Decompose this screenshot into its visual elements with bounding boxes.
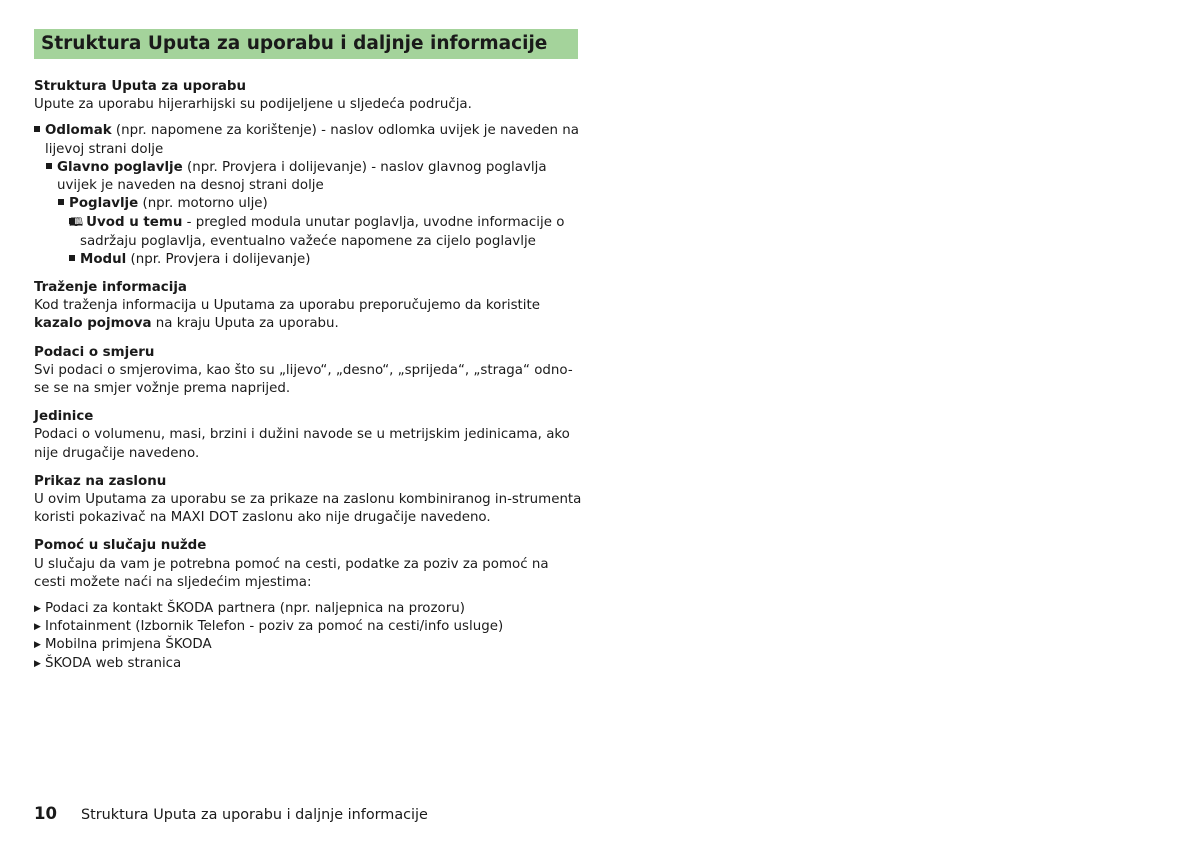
footer-title: Struktura Uputa za uporabu i daljnje informacije	[80, 807, 428, 823]
list-item: Modul (npr. Provjera i dolijevanje)	[34, 251, 582, 269]
section-heading: Jedinice	[34, 409, 94, 425]
list-item: Glavno poglavlje (npr. Provjera i dolijevanje) - naslov glavnog poglavlja uvijek je naveden na desnoj strani dolje	[34, 159, 582, 195]
content	[34, 78, 582, 673]
section-heading: Traženje informacija	[34, 280, 187, 296]
list-item: ▶ Podaci za kontakt ŠKODA partnera (npr. naljepnica na prozoru)	[34, 600, 582, 618]
triangle-bullet-icon: ▶	[34, 604, 41, 615]
section-units	[34, 408, 582, 463]
triangle-bullet-icon: ▶	[34, 658, 41, 669]
section-heading: Struktura Uputa za uporabu	[34, 79, 246, 94]
section-display	[34, 473, 582, 528]
section-text: Podaci o volumenu, masi, brzini i dužini navode se u metrijskim jedinicama, ako nije drugačije navedeno.	[34, 427, 570, 461]
list-item: ▶ Mobilna primjena ŠKODA	[34, 636, 582, 654]
book-icon: 🕮	[69, 215, 84, 230]
square-bullet-icon	[46, 163, 52, 169]
list-item: ▶ ŠKODA web stranica	[34, 655, 582, 673]
square-bullet-icon	[69, 255, 75, 261]
hierarchy-list	[34, 122, 582, 269]
section-search	[34, 279, 582, 334]
square-bullet-icon	[58, 199, 64, 205]
section-text: Svi podaci o smjerovima, kao što su „lijevo“, „desno“, „sprijeda“, „straga“ odno-se se na smjer vožnje prema naprijed.	[34, 362, 573, 397]
page-title: Struktura Uputa za uporabu i daljnje informacije	[34, 29, 578, 59]
section-heading: Podaci o smjeru	[34, 344, 155, 360]
triangle-bullet-icon: ▶	[34, 640, 41, 651]
list-item: Odlomak (npr. napomene za korištenje) - naslov odlomka uvijek je naveden na lijevoj strani dolje	[34, 122, 582, 158]
page-footer	[34, 804, 428, 825]
section-text: U ovim Uputama za uporabu se za prikaze na zaslonu kombiniranog in-strumenta koristi pokazivač na MAXI DOT zaslonu ako nije drugačije navedeno.	[34, 492, 582, 526]
section-direction	[34, 344, 582, 399]
square-bullet-icon	[34, 126, 40, 132]
section-emergency	[34, 537, 582, 672]
page-number: 10	[34, 804, 57, 823]
triangle-bullet-icon: ▶	[34, 622, 41, 633]
section-text: Kod traženja informacija u Uputama za uporabu preporučujemo da koristite kazalo pojmova na kraju Uputa za uporabu.	[34, 298, 541, 332]
section-heading: Prikaz na zaslonu	[34, 473, 167, 489]
list-item: 🕮 Uvod u temu - pregled modula unutar poglavlja, uvodne informacije o sadržaju poglavlja, eventualno važeće napomene za cijelo poglavlje	[69, 215, 565, 249]
section-text: Upute za uporabu hijerarhijski su podijeljene u sljedeća područja.	[34, 97, 472, 113]
list-item: Poglavlje (npr. motorno ulje)	[34, 195, 582, 213]
section-structure	[34, 78, 582, 269]
section-text: U slučaju da vam je potrebna pomoć na cesti, podatke za poziv za pomoć na cesti možete naći na sljedećim mjestima:	[34, 556, 549, 590]
section-heading: Pomoć u slučaju nužde	[34, 538, 207, 554]
list-item: ▶ Infotainment (Izbornik Telefon - poziv za pomoć na cesti/info usluge)	[34, 618, 582, 636]
